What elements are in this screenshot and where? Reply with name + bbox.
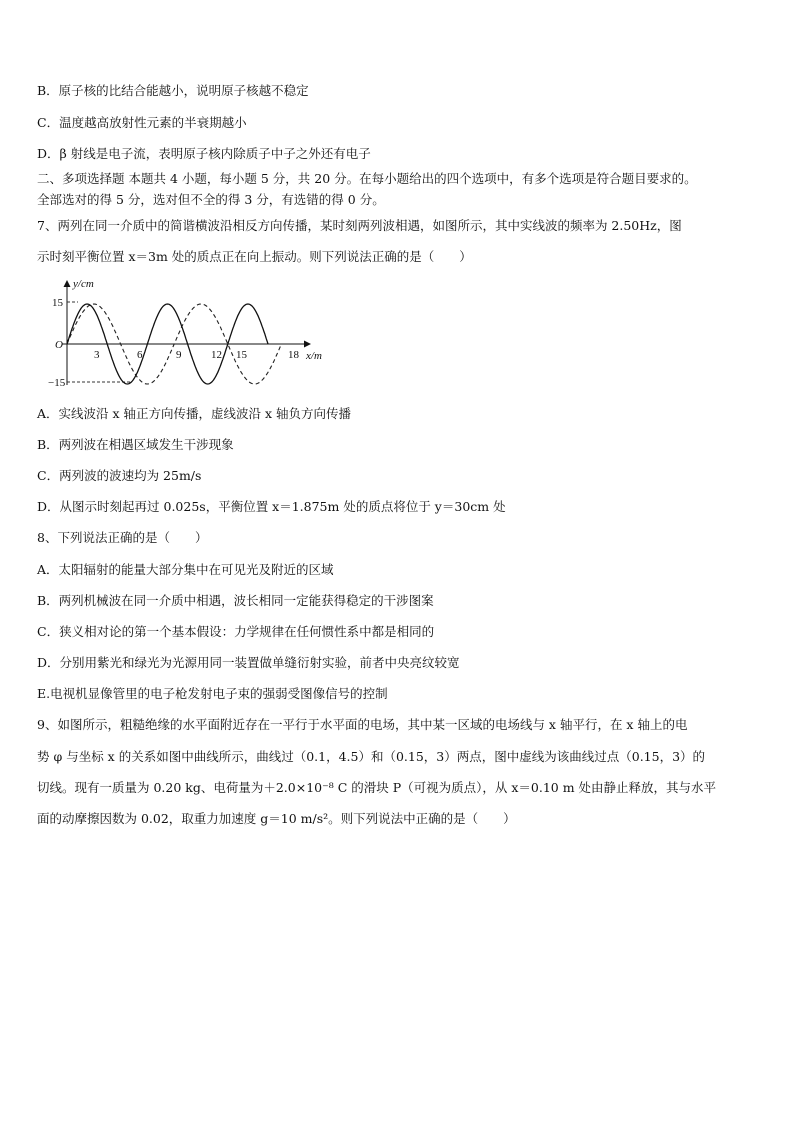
- question-9-stem-line4: 面的动摩擦因数为 0.02，取重力加速度 g＝10 m/s²。则下列说法中正确的是（ ）: [37, 811, 516, 826]
- option-b-q8: B．两列机械波在同一介质中相遇，波长相同一定能获得稳定的干涉图案: [37, 593, 434, 608]
- y-tick-15: 15: [52, 297, 63, 309]
- wave-graph: [48, 275, 342, 393]
- option-d-q8: D．分别用紫光和绿光为光源用同一装置做单缝衍射实验，前者中央亮纹较宽: [37, 655, 460, 670]
- y-axis-label: y/cm: [73, 278, 94, 290]
- option-a-q8: A．太阳辐射的能量大部分集中在可见光及附近的区域: [37, 562, 334, 577]
- x-tick-3: 3: [94, 349, 100, 361]
- question-7-stem-line2: 示时刻平衡位置 x＝3m 处的质点正在向上振动。则下列说法正确的是（ ）: [37, 249, 472, 264]
- x-tick-18: 18: [288, 349, 299, 361]
- section-heading-multiple-choice: 二、多项选择题 本题共 4 小题，每小题 5 分，共 20 分。在每小题给出的四个选项中，有多个选项是符合题目要求的。: [37, 171, 697, 186]
- option-e-q8: E.电视机显像管里的电子枪发射电子束的强弱受图像信号的控制: [37, 686, 388, 701]
- question-8-stem: 8、下列说法正确的是（ ）: [37, 530, 208, 545]
- question-9-stem-line2: 势 φ 与坐标 x 的关系如图中曲线所示，曲线过（0.1，4.5）和（0.15，3）两点，图中虚线为该曲线过点（0.15，3）的: [37, 749, 706, 764]
- option-c-q8: C．狭义相对论的第一个基本假设：力学规律在任何惯性系中都是相同的: [37, 624, 435, 639]
- x-tick-6: 6: [137, 349, 143, 361]
- option-d-q6: D．β 射线是电子流，表明原子核内除质子中子之外还有电子: [37, 146, 371, 161]
- option-c-q6: C．温度越高放射性元素的半衰期越小: [37, 115, 247, 130]
- x-tick-9: 9: [176, 349, 182, 361]
- question-9-stem-line3: 切线。现有一质量为 0.20 kg、电荷量为＋2.0×10⁻⁸ C 的滑块 P（可视为质点），从 x＝0.10 m 处由静止释放，其与水平: [37, 780, 717, 795]
- origin-label: O: [55, 339, 63, 351]
- option-c-q7: C．两列波的波速均为 25m/s: [37, 468, 202, 483]
- option-b-q6: B．原子核的比结合能越小，说明原子核越不稳定: [37, 83, 309, 98]
- y-tick-neg15: −15: [48, 377, 66, 389]
- x-tick-15: 15: [236, 349, 247, 361]
- option-b-q7: B．两列波在相遇区域发生干涉现象: [37, 437, 234, 452]
- wave-figure: [48, 275, 342, 393]
- option-d-q7: D．从图示时刻起再过 0.025s，平衡位置 x＝1.875m 处的质点将位于 y＝30cm 处: [37, 499, 506, 514]
- x-axis-label: x/m: [306, 350, 322, 362]
- section-scoring-note: 全部选对的得 5 分，选对但不全的得 3 分，有选错的得 0 分。: [37, 192, 385, 207]
- question-9-stem-line1: 9、如图所示，粗糙绝缘的水平面附近存在一平行于水平面的电场，其中某一区域的电场线与 x 轴平行，在 x 轴上的电: [37, 717, 688, 732]
- option-a-q7: A．实线波沿 x 轴正方向传播，虚线波沿 x 轴负方向传播: [37, 406, 352, 421]
- x-tick-12: 12: [211, 349, 222, 361]
- question-7-stem-line1: 7、两列在同一介质中的简谐横波沿相反方向传播，某时刻两列波相遇，如图所示，其中实线波的频率为 2.50Hz，图: [37, 218, 682, 233]
